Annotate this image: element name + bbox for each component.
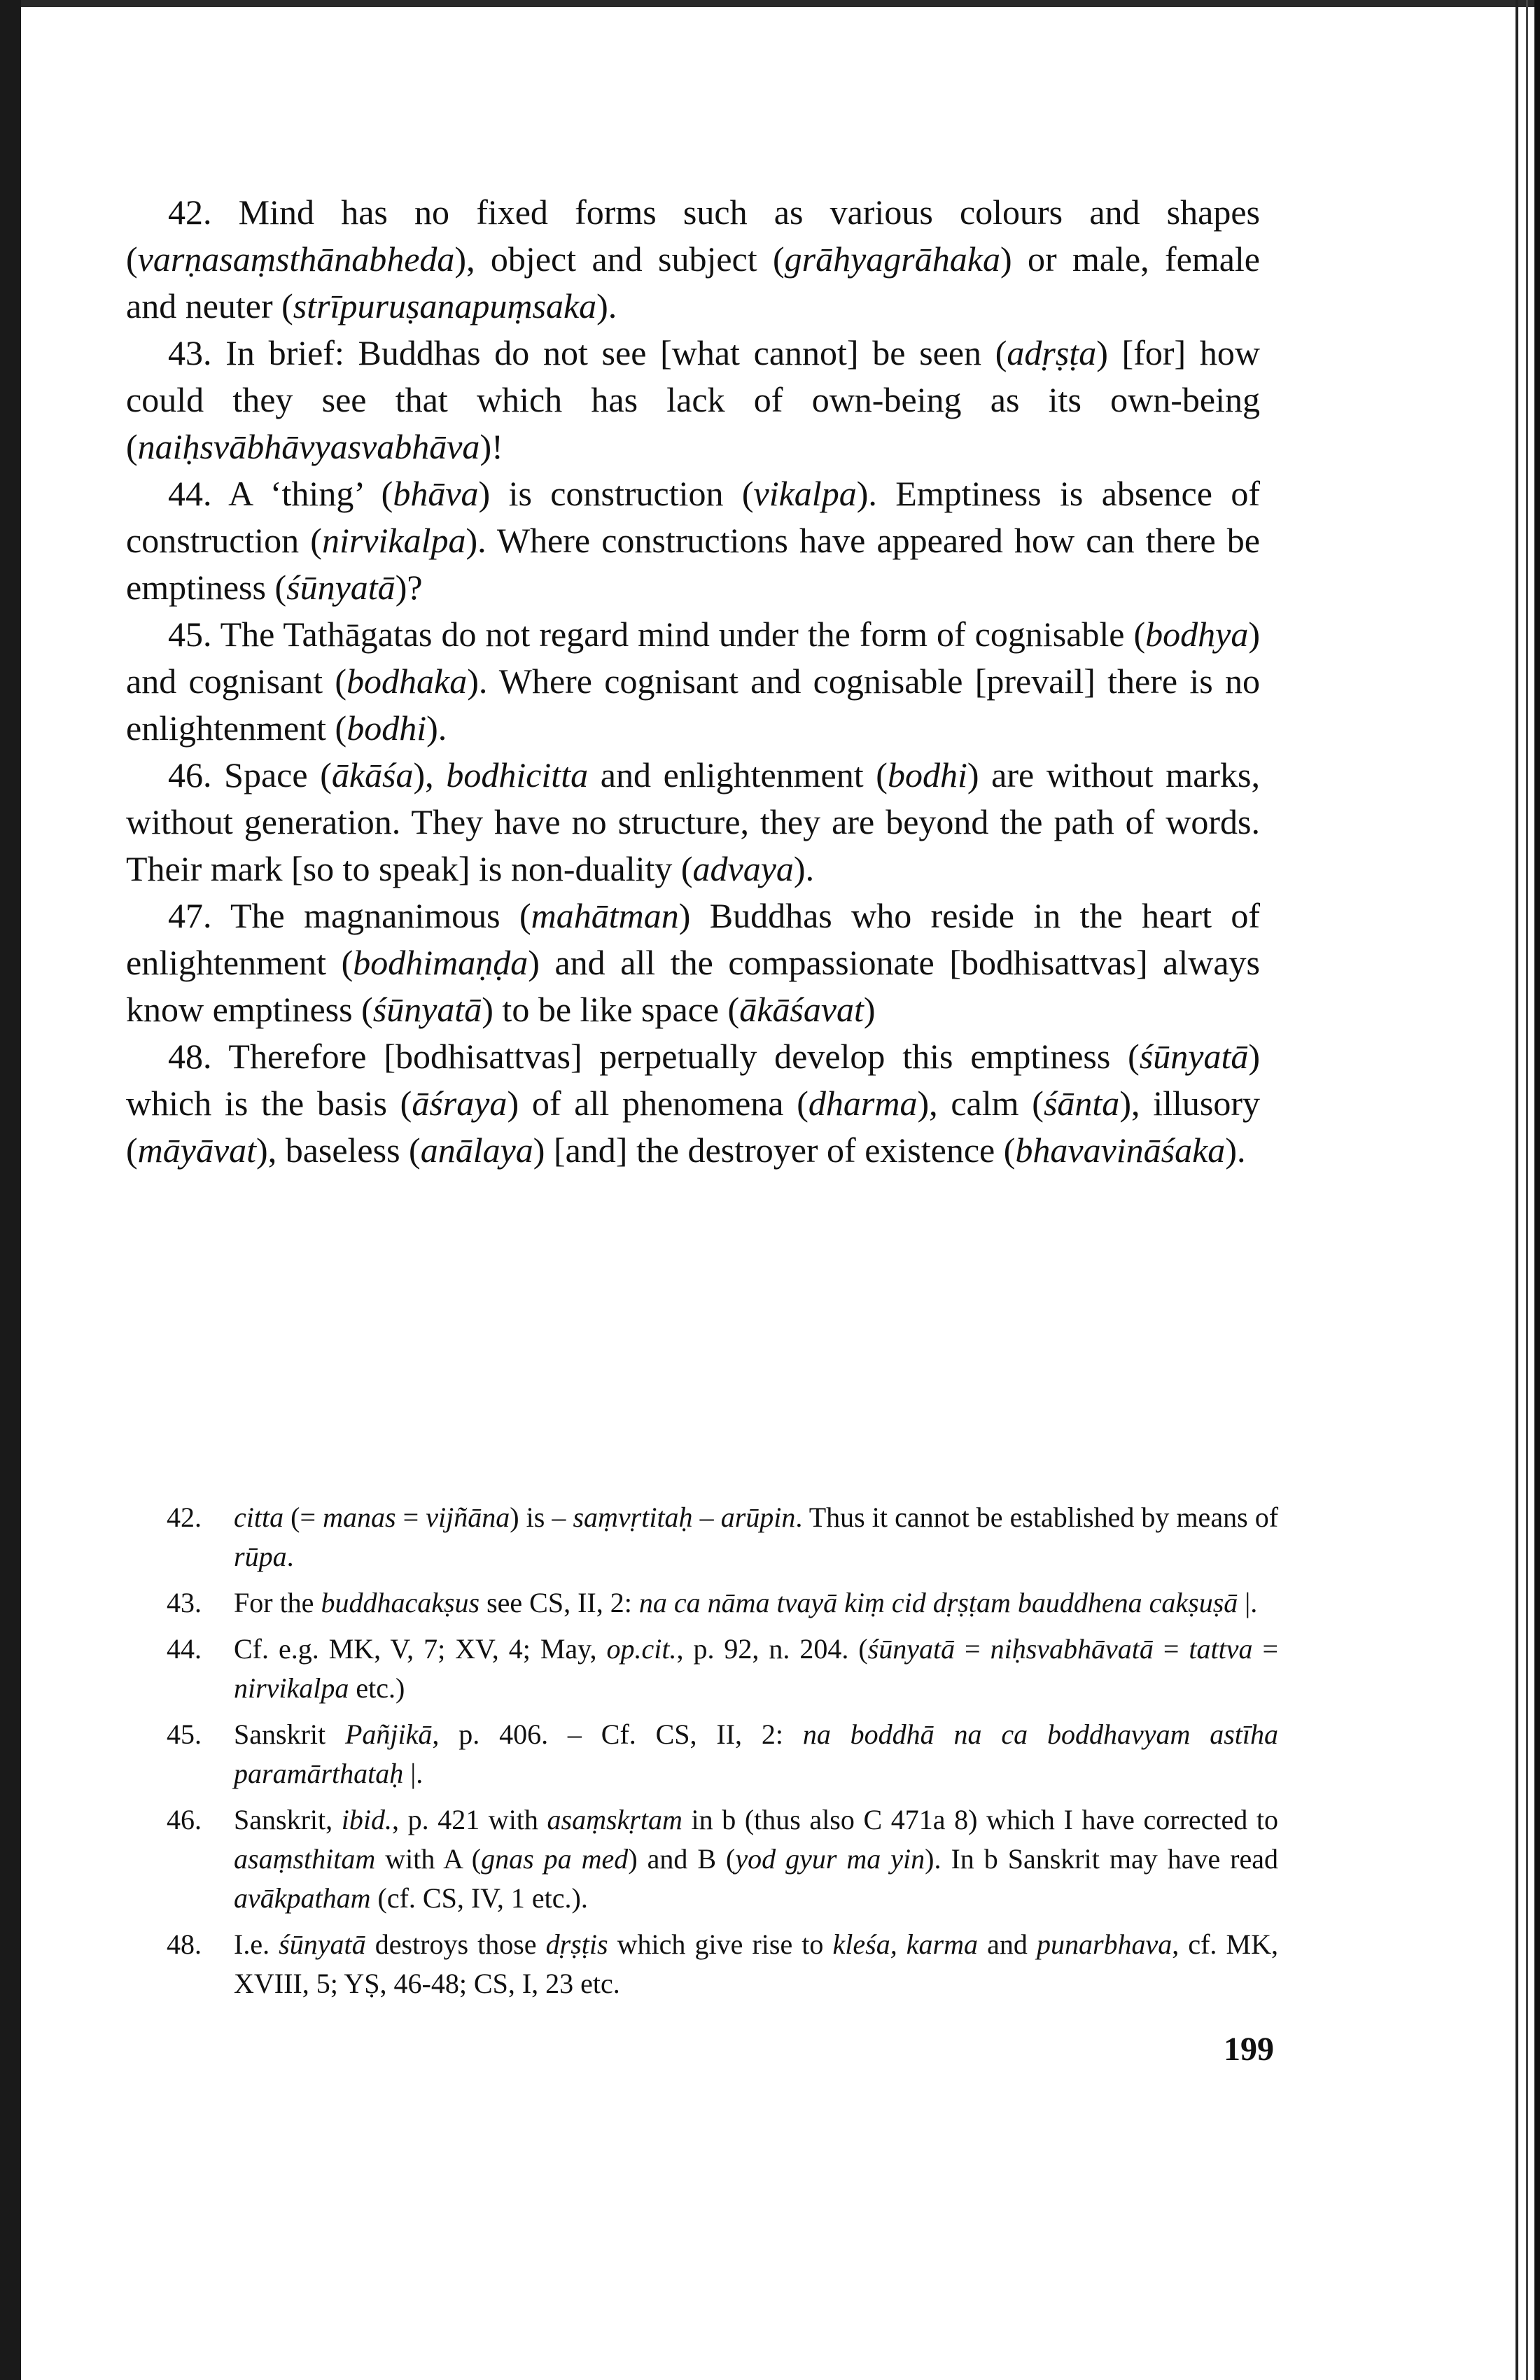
verse-text: Mind has no fixed forms such as various colours and shapes (	[126, 192, 1260, 279]
verse-paragraph	[126, 330, 1260, 470]
verse-text: ), baseless (	[256, 1130, 421, 1170]
verse-paragraph	[126, 892, 1260, 1033]
verse-text: )	[863, 990, 876, 1029]
verse-text: ) are without marks, without generation. They have no structure, they are beyond the path of words. Their mark [so to speak] is non-duality (	[126, 755, 1260, 888]
verse-text: ) or male, female and neuter (	[126, 239, 1260, 326]
footnote-text: in b (thus also C 471a 8) which I have corrected to	[682, 1804, 1278, 1835]
verse-text: In brief: Buddhas do not see [what cannot] be seen (	[211, 333, 1007, 372]
verse-text: )?	[395, 568, 423, 607]
footnote-italic-term: op.cit.	[606, 1633, 677, 1665]
verse-italic-term: bodhya	[1145, 615, 1249, 654]
verse-paragraph	[126, 1033, 1260, 1174]
footnote-text: ). In b Sanskrit may have read	[925, 1843, 1279, 1875]
verse-text: ), object and subject (	[454, 239, 785, 279]
footnote-italic-term: saṃvṛtitaḥ	[573, 1502, 693, 1533]
footnote	[167, 1715, 1278, 1793]
verse-text: ).	[426, 708, 447, 748]
verse-italic-term: bodhaka	[346, 662, 468, 701]
verse-text: ) [for] how could they see that which has lack of own-being as its own-being (	[126, 333, 1260, 466]
verse-italic-term: grāhyagrāhaka	[784, 239, 1000, 279]
footnote-italic-term: śūnyatā	[279, 1928, 366, 1960]
footnote-italic-term: avākpatham	[234, 1882, 371, 1914]
footnote-italic-term: vijñāna	[426, 1502, 510, 1533]
footnote-text: =	[1153, 1633, 1189, 1665]
footnote-italic-term: tattva	[1189, 1633, 1253, 1665]
verse-italic-term: ākāśa	[331, 755, 414, 794]
verse-text: Therefore [bodhisattvas] perpetually develop this emptiness (	[211, 1037, 1140, 1076]
footnote	[167, 1583, 1278, 1623]
footnote-text: destroys those	[365, 1928, 546, 1960]
footnote-italic-term: gnas pa med	[481, 1843, 629, 1875]
footnote-text: (=	[284, 1502, 323, 1533]
footnote	[167, 1925, 1278, 2003]
verse-text: A ‘thing’ (	[211, 474, 393, 513]
footnote-text: Sanskrit,	[234, 1804, 342, 1835]
page-right-shadow	[1534, 0, 1540, 2380]
verse-number: 47.	[168, 896, 212, 935]
footnote-number: 48.	[167, 1928, 202, 1960]
verse-italic-term: anālaya	[420, 1130, 533, 1170]
verse-text: ). Where constructions have appeared how can there be emptiness (	[126, 521, 1260, 607]
verse-italic-term: naiḥsvābhāvyasvabhāva	[137, 427, 480, 466]
verse-number: 46.	[168, 755, 212, 794]
footnote	[167, 1630, 1279, 1708]
page-right-edge-line-2	[1526, 0, 1528, 2380]
verse-text: The Tathāgatas do not regard mind under the form of cognisable (	[211, 615, 1146, 654]
verse-italic-term: māyāvat	[137, 1130, 257, 1170]
footnote-italic-term: arūpin	[720, 1502, 796, 1533]
page-right-edge-line	[1516, 0, 1518, 2380]
footnote-italic-term: nirvikalpa	[234, 1672, 349, 1704]
verse-text: ) and all the compassionate [bodhisattvas] always know emptiness (	[126, 943, 1260, 1029]
verse-number: 45.	[168, 615, 212, 654]
verse-text: )!	[479, 427, 503, 466]
verse-italic-term: vikalpa	[753, 474, 857, 513]
footnote-italic-term: buddhacakṣus	[321, 1587, 480, 1618]
footnote-text: , p. 92, n. 204. (	[676, 1633, 868, 1665]
verse-text: ).	[1225, 1130, 1246, 1170]
footnotes-section	[167, 1498, 1279, 2010]
footnote-text: , p. 406. – Cf. CS, II, 2:	[432, 1718, 803, 1750]
footnote	[167, 1498, 1279, 1576]
page-left-shadow	[0, 0, 21, 2380]
verse-text: ), illusory (	[126, 1084, 1261, 1170]
verse-number: 44.	[168, 474, 212, 513]
verse-paragraph	[126, 611, 1260, 752]
footnote-text: ) is –	[510, 1502, 573, 1533]
footnote-italic-term: manas	[323, 1502, 396, 1533]
footnote-text: and	[978, 1928, 1037, 1960]
verse-text: ) is construction (	[478, 474, 754, 513]
verse-paragraph	[126, 189, 1260, 330]
footnote-text: Cf. e.g. MK, V, 7; XV, 4; May,	[234, 1633, 607, 1665]
footnote-italic-term: na boddhā na ca boddhavyam astīha paramārthataḥ	[234, 1718, 1278, 1789]
verse-text: ) of all phenomena (	[507, 1084, 808, 1123]
footnote-italic-term: yod gyur ma yin	[735, 1843, 925, 1875]
footnote-number: 46.	[167, 1804, 202, 1835]
footnote-text: (cf. CS, IV, 1 etc.).	[370, 1882, 588, 1914]
footnote-italic-term: citta	[234, 1502, 284, 1533]
verse-italic-term: mahātman	[531, 896, 679, 935]
verse-text: and enlightenment (	[588, 755, 888, 794]
page-number: 199	[1224, 2031, 1274, 2068]
footnote-italic-term: asaṃskṛtam	[547, 1804, 682, 1835]
footnote-text: with A (	[375, 1843, 482, 1875]
footnote-text: |.	[403, 1758, 424, 1789]
verse-italic-term: varṇasaṃsthānabheda	[137, 239, 455, 279]
verse-italic-term: āśraya	[412, 1084, 507, 1123]
footnote-italic-term: ibid.	[341, 1804, 392, 1835]
footnote-italic-term: na ca nāma tvayā kiṃ cid dṛṣṭam bauddhena cakṣuṣā	[638, 1587, 1238, 1618]
verse-italic-term: śūnyatā	[286, 568, 396, 607]
verse-italic-term: dharma	[808, 1084, 918, 1123]
verse-text: ) [and] the destroyer of existence (	[533, 1130, 1016, 1170]
footnote-text: |.	[1238, 1587, 1258, 1618]
footnote-number: 45.	[167, 1718, 202, 1750]
footnote-text: I.e.	[234, 1928, 279, 1960]
verse-italic-term: bodhicitta	[446, 755, 589, 794]
verse-italic-term: nirvikalpa	[321, 521, 466, 560]
footnote-text: For the	[234, 1587, 321, 1618]
page-top-shadow	[0, 0, 1540, 7]
verse-text: ). Where cognisant and cognisable [prevail] there is no enlightenment (	[126, 662, 1260, 748]
verse-italic-term: strīpuruṣanapuṃsaka	[293, 286, 597, 326]
verse-paragraph	[126, 752, 1260, 892]
verse-number: 42.	[168, 192, 212, 232]
footnote-italic-term: punarbhava	[1036, 1928, 1172, 1960]
footnote-italic-term: asaṃsthitam	[234, 1843, 376, 1875]
footnote-text: –	[692, 1502, 721, 1533]
footnote	[167, 1800, 1279, 1918]
verse-text: ). Emptiness is absence of construction (	[126, 474, 1260, 560]
verse-text: ) which is the basis (	[126, 1037, 1260, 1123]
verse-italic-term: bhāva	[393, 474, 479, 513]
footnote-text: , cf. MK, XVIII, 5; YṢ, 46-48; CS, I, 23 etc.	[234, 1928, 1278, 1999]
footnote-italic-term: rūpa	[234, 1541, 287, 1572]
verse-italic-term: śūnyatā	[1139, 1037, 1249, 1076]
footnote-text: etc.)	[349, 1672, 405, 1704]
verse-number: 43.	[168, 333, 212, 372]
footnote-text: see CS, II, 2:	[479, 1587, 639, 1618]
verse-text: ).	[596, 286, 617, 326]
verse-number: 48.	[168, 1037, 212, 1076]
verse-text: ),	[413, 755, 447, 794]
footnote-italic-term: niḥsvabhāvatā	[990, 1633, 1154, 1665]
footnote-italic-term: kleśa, karma	[832, 1928, 978, 1960]
verse-italic-term: śūnyatā	[372, 990, 482, 1029]
verse-italic-term: bodhi	[887, 755, 967, 794]
footnote-text: , p. 421 with	[391, 1804, 547, 1835]
footnote-text: . Thus it cannot be established by means of	[795, 1502, 1279, 1533]
verse-text: ), calm (	[917, 1084, 1044, 1123]
footnote-text: ) and B (	[628, 1843, 736, 1875]
footnote-number: 43.	[167, 1587, 202, 1618]
verse-italic-term: ākāśavat	[739, 990, 864, 1029]
footnote-text: which give rise to	[608, 1928, 833, 1960]
verse-text: Space (	[211, 755, 332, 794]
footnote-number: 42.	[167, 1502, 202, 1533]
footnote-italic-term: Pañjikā	[344, 1718, 433, 1750]
verse-text: ).	[793, 849, 815, 888]
verse-italic-term: advaya	[692, 849, 794, 888]
footnote-text: =	[396, 1502, 426, 1533]
verse-text: ) and cognisant (	[126, 615, 1260, 701]
footnote-text: =	[1252, 1633, 1279, 1665]
footnote-number: 44.	[167, 1633, 202, 1665]
verse-italic-term: adṛṣṭa	[1007, 333, 1097, 372]
verse-paragraph	[126, 470, 1260, 611]
verse-body	[126, 189, 1260, 1174]
verse-text: ) to be like space (	[482, 990, 740, 1029]
footnote-italic-term: dṛṣṭis	[545, 1928, 608, 1960]
verse-text: The magnanimous (	[211, 896, 531, 935]
footnote-text: Sanskrit	[234, 1718, 345, 1750]
verse-italic-term: śānta	[1043, 1084, 1120, 1123]
footnote-text: .	[286, 1541, 294, 1572]
verse-italic-term: bodhimaṇḍa	[353, 943, 528, 982]
verse-italic-term: bhavavināśaka	[1015, 1130, 1226, 1170]
verse-italic-term: bodhi	[346, 708, 427, 748]
footnote-text: =	[955, 1633, 990, 1665]
footnote-italic-term: śūnyatā	[867, 1633, 955, 1665]
verse-text: ) Buddhas who reside in the heart of enlightenment (	[126, 896, 1260, 982]
